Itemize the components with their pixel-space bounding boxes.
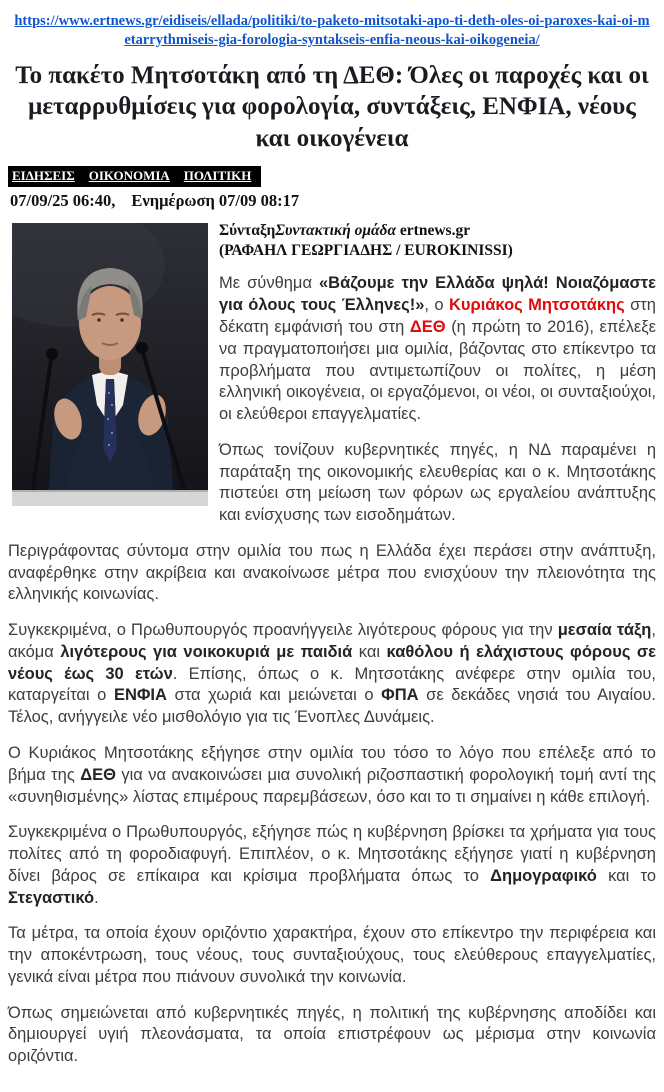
text-segment: ΔΕΘ xyxy=(80,765,116,784)
inline-link[interactable]: ΔΕΘ xyxy=(409,318,446,336)
text-segment: Ο Κυριάκος Μητσοτάκης εξήγησε στην ομιλία του τόσο το λόγο που επέλεξε από το βήμα της xyxy=(8,744,656,784)
text-segment: Συγκεκριμένα ο Πρωθυπουργός, εξήγησε πώς η κυβέρνηση βρίσκει τα χρήματα για τους πολίτες από τη φοροδιαφυγή. Επιπλέον, ο κ. Μητσοτάκης εξήγησε γιατί η κυβέρνηση δίνει βάρος σε επίκαιρα και κρίσιμα προβλήματα όπως το xyxy=(8,823,656,885)
text-segment: (η πρώτη το 2016), επέλεξε να πραγματοποιήσει μια ομιλία, βάζοντας στο επίκεντρο τα προβλήματα που αντιμετωπίζουν οι πολίτες, η μέση ελληνική οικογένεια, οι εργαζόμενοι, οι νέοι, οι συνταξιούχοι, οι ελεύθεροι επαγγελματίες. xyxy=(219,318,656,424)
text-segment: λιγότερους για νοικοκυριά με παιδιά xyxy=(60,642,353,661)
paragraph-7 xyxy=(8,923,656,988)
text-segment: «Βάζουμε την Ελλάδα ψηλά! Νοιαζόμαστε για όλους τους Έλληνες!» xyxy=(219,274,656,315)
paragraph-3 xyxy=(8,541,656,606)
text-segment: Τα μέτρα, τα οποία έχουν οριζόντιο χαρακτήρα, έχουν στο επίκεντρο την περιφέρεια και την αποκέντρωση, τους νέους, τους συνταξιούχους, τους ελεύθερους επαγγελματίες, γενικά είναι μέτρα που πιάνουν συνολικά την κοινωνία. xyxy=(8,924,656,986)
text-segment: μεσαία τάξη xyxy=(557,621,652,640)
text-segment: Στεγαστικό xyxy=(8,888,95,907)
podium-edge xyxy=(12,492,208,506)
text-segment: καθόλου ή ελάχιστους φόρους σε νέους έως 30 ετών xyxy=(8,642,657,683)
article-photo xyxy=(12,223,208,506)
paragraph-6 xyxy=(8,822,656,909)
text-segment: σε δεκάδες νησιά του Αιγαίου. Τέλος, ανήγγειλε νέο μισθολόγιο για τις Ένοπλες Δυνάμεις. xyxy=(8,686,656,727)
text-segment: Περιγράφοντας σύντομα στην ομιλία του πως η Ελλάδα έχει περάσει στην ανάπτυξη, αναφέρθηκε στην ακρίβεια και ανακοίνωσε μέτρα που ενισχύουν την πλειονότητα της ελληνικής κοινωνίας. xyxy=(8,541,656,604)
text-segment: για να ανακοινώσει μια συνολική ριζοσπαστική φορολογική τομή αντί της «συνηθισμένης» λίστας επιμέρους παρεμβάσεων, όσο και το τι σημαίνει η κάθε επιλογή. xyxy=(8,765,656,806)
category-bar xyxy=(8,166,261,187)
text-segment: και xyxy=(352,642,387,661)
credit-team: Συντακτική ομάδα xyxy=(275,222,397,240)
category-link-eidiseis[interactable]: ΕΙΔΗΣΕΙΣ xyxy=(12,168,75,184)
update-date: Ενημέρωση 07/09 08:17 xyxy=(131,191,300,211)
text-segment: ΦΠΑ xyxy=(381,686,419,705)
credit-label: Σύνταξη xyxy=(219,222,276,240)
text-segment: , ακόμα xyxy=(8,621,656,661)
article-title: Το πακέτο Μητσοτάκη από τη ΔΕΘ: Όλες οι παροχές και οι μεταρρυθμίσεις για φορολογία, συντάξεις, ΕΝΦΙΑ, νέους και οικογένεια xyxy=(15,61,649,152)
podium-speech-illustration xyxy=(12,223,208,506)
paragraph-8 xyxy=(8,1003,656,1068)
paragraph-4 xyxy=(8,620,656,729)
text-segment: Με σύνθημα xyxy=(219,274,319,293)
dateline xyxy=(10,191,656,211)
credit-site: ertnews.gr xyxy=(396,222,471,240)
text-segment: Δημογραφικό xyxy=(490,866,597,885)
text-segment: Συγκεκριμένα, ο Πρωθυπουργός προανήγγειλε λιγότερους φόρους για την xyxy=(8,621,558,640)
text-segment: ΕΝΦΙΑ xyxy=(113,686,167,705)
text-segment: και το xyxy=(596,866,656,885)
text-segment: , ο xyxy=(424,296,449,315)
photo-credit: (ΡΑΦΑΗΛ ΓΕΩΡΓΙΑΔΗΣ / EUROKINISSI) xyxy=(219,242,513,260)
paragraph-5 xyxy=(8,743,656,808)
publish-date: 07/09/25 06:40, xyxy=(10,191,116,211)
text-segment: Όπως σημειώνεται από κυβερνητικές πηγές, η πολιτική της κυβέρνησης αποδίδει και δημιουργεί υγιή πλεονάσματα, τα οποία επιστρέφουν ως μέρισμα στην κοινωνία οριζόντια. xyxy=(8,1003,656,1066)
text-segment: . Επίσης, όπως ο κ. Μητσοτάκης ανέφερε στην ομιλία του, καταργείται ο xyxy=(8,664,656,705)
source-url-link[interactable]: https://www.ertnews.gr/eidiseis/ellada/politiki/to-paketo-mitsotaki-apo-ti-deth-oles-oi-paroxes-kai-oi-metarrythmiseis-gia-forologia-syntakseis-enfia-neous-kai-oikogeneia/ xyxy=(14,13,650,48)
text-segment: Όπως τονίζουν κυβερνητικές πηγές, η ΝΔ παραμένει η παράταξη της οικονομικής ελευθερίας και ο κ. Μητσοτάκης πιστεύει στη μείωση των φόρων ως εργαλείου ανάπτυξης και ενίσχυσης των εισοδημάτων. xyxy=(219,440,656,525)
text-segment: στα χωριά και μειώνεται ο xyxy=(166,686,382,705)
text-segment: στη δέκατη εμφάνισή του στη xyxy=(219,296,656,336)
category-link-politiki[interactable]: ΠΟΛΙΤΙΚΗ xyxy=(183,168,252,184)
category-link-oikonomia[interactable]: ΟΙΚΟΝΟΜΙΑ xyxy=(88,168,170,184)
inline-link[interactable]: Κυριάκος Μητσοτάκης xyxy=(448,296,625,315)
text-segment: . xyxy=(94,888,99,907)
